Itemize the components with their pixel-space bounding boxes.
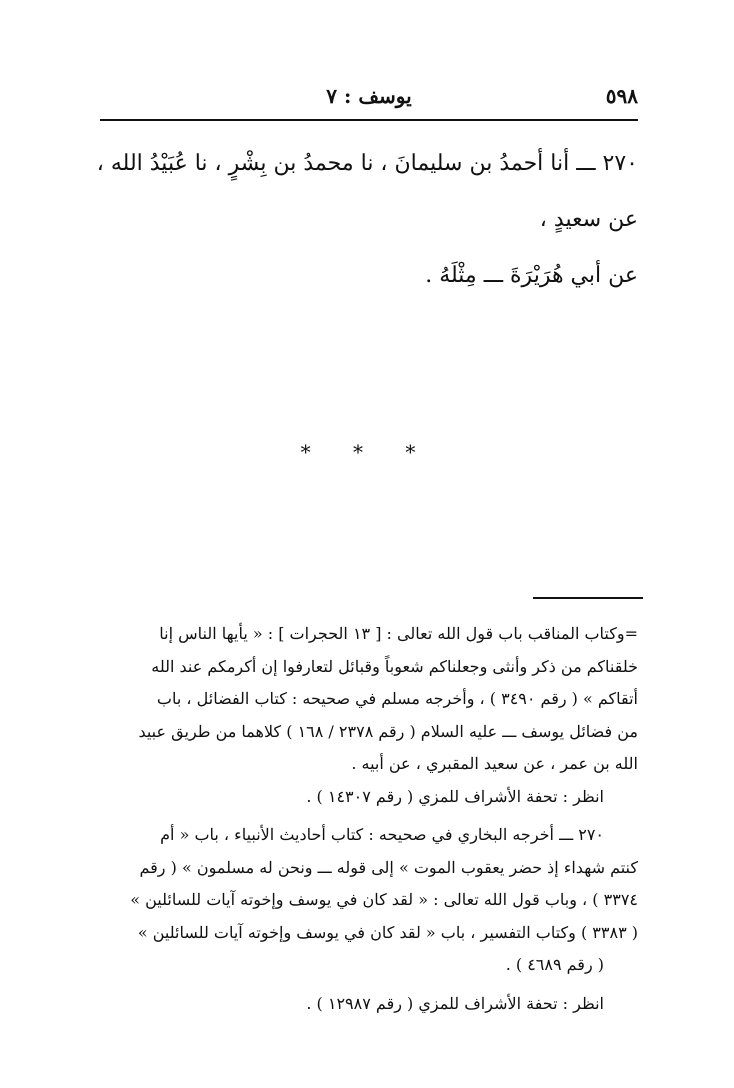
section-separator: * * * [300, 440, 434, 464]
footnote-270 [100, 819, 638, 982]
footnote-line: الله بن عمر ، عن سعيد المقبري ، عن أبيه . [351, 754, 638, 773]
page-header [100, 84, 638, 118]
footnote-line: =وكتاب المناقب باب قول الله تعالى : [ ١٣ الحجرات ] : « يأيها الناس إنا [159, 624, 638, 643]
header-rule [100, 119, 638, 121]
footnote-line: أتقاكم » ( رقم ٣٤٩٠ ) ، وأخرجه مسلم في صحيحه : كتاب الفضائل ، باب [156, 689, 638, 708]
main-text [96, 136, 638, 304]
hadith-line: عن أبي هُرَيْرَةَ ـــ مِثْلَهُ . [425, 263, 638, 288]
footnote-rule [533, 597, 643, 599]
page-number: ٥٩٨ [605, 84, 638, 108]
footnote-continued [100, 618, 638, 781]
footnote-line: كنتم شهداء إذ حضر يعقوب الموت » إلى قوله ـــ ونحن له مسلمون » ( رقم [139, 857, 638, 877]
footnote-line: من فضائل يوسف ـــ عليه السلام ( رقم ٢٣٧٨ / ١٦٨ ) كلاهما من طريق عبيد [138, 721, 638, 741]
footnote-line: ٢٧٠ ـــ أخرجه البخاري في صحيحه : كتاب أحاديث الأنبياء ، باب « أم [160, 825, 604, 844]
footnote-line: ٣٣٧٤ ) ، وباب قول الله تعالى : « لقد كان في يوسف وإخوته آيات للسائلين » [130, 890, 638, 909]
footnote-line: ( ٣٣٨٣ ) وكتاب التفسير ، باب « لقد كان في يوسف وإخوته آيات للسائلين » [137, 922, 638, 942]
hadith-line: عن سعيدٍ ، [539, 207, 638, 232]
running-head: يوسف : ٧ [326, 84, 412, 108]
footnote-line: خلقناكم من ذكر وأنثى وجعلناكم شعوباً وقبائل لتعارفوا إن أكرمكم عند الله [151, 656, 638, 676]
footnote-reference: انظر : تحفة الأشراف للمزي ( رقم ١٢٩٨٧ ) . [306, 993, 604, 1013]
hadith-line: ٢٧٠ ـــ أنا أحمدُ بن سليمانَ ، نا محمدُ بن بِشْرٍ ، نا عُبَيْدُ الله ، [96, 151, 638, 176]
footnote-line: ( رقم ٤٦٨٩ ) . [505, 955, 604, 974]
footnote-reference: انظر : تحفة الأشراف للمزي ( رقم ١٤٣٠٧ ) . [306, 786, 604, 806]
footnotes [100, 618, 638, 1020]
